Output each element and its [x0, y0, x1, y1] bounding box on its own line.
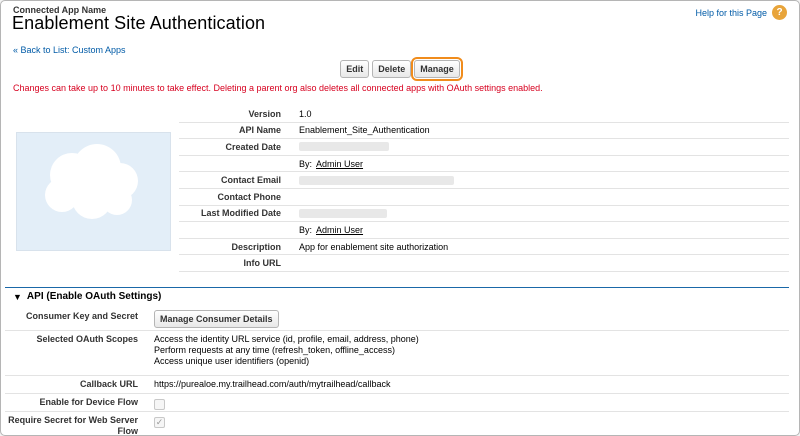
manage-consumer-details-button[interactable]: Manage Consumer Details — [154, 310, 279, 328]
oauth-scope-item: Perform requests at any time (refresh_token, offline_access) — [154, 345, 395, 355]
callback-url-value: https://purealoe.my.trailhead.com/auth/mytrailhead/callback — [154, 379, 391, 389]
detail-row-api-name — [179, 123, 789, 140]
detail-row-info-url — [179, 255, 789, 272]
oauth-row-callback — [5, 376, 789, 394]
by-label: By: — [299, 158, 313, 169]
warning-message: Changes can take up to 10 minutes to take effect. Deleting a parent org also deletes all connected apps with OAuth settings enabled. — [13, 83, 543, 93]
help-link-group[interactable] — [695, 5, 787, 20]
oauth-row-scopes — [5, 331, 789, 376]
detail-row-modified-by — [179, 222, 789, 239]
api-name-value: Enablement_Site_Authentication — [299, 125, 430, 136]
oauth-scopes-list — [150, 331, 789, 370]
oauth-section-header[interactable] — [13, 291, 161, 302]
back-to-list-link[interactable]: « Back to List: Custom Apps — [13, 45, 126, 55]
require-secret-checkbox: ✓ — [155, 417, 164, 427]
detail-row-description — [179, 239, 789, 256]
help-link[interactable]: Help for this Page — [695, 7, 767, 18]
cloud-icon — [17, 133, 171, 251]
detail-table — [179, 106, 789, 272]
detail-row-contact-phone — [179, 189, 789, 206]
detail-row-version — [179, 106, 789, 123]
require-secret-label: Require Secret for Web Server Flow — [8, 415, 138, 436]
detail-row-contact-email — [179, 172, 789, 189]
device-flow-label: Enable for Device Flow — [39, 397, 138, 407]
oauth-section-title: API (Enable OAuth Settings) — [26, 291, 162, 302]
page-pre-title: Connected App Name — [13, 5, 107, 15]
api-name-label: API Name — [238, 125, 281, 136]
consumer-key-label: Consumer Key and Secret — [25, 311, 138, 321]
oauth-scopes-label: Selected OAuth Scopes — [36, 334, 138, 344]
redacted-value — [299, 142, 389, 151]
oauth-row-require-secret — [5, 412, 789, 436]
redacted-value — [299, 209, 387, 218]
app-logo-placeholder — [16, 132, 171, 251]
oauth-row-consumer — [5, 308, 789, 331]
contact-email-label: Contact Email — [220, 175, 281, 186]
info-url-label: Info URL — [243, 258, 281, 269]
version-label: Version — [248, 108, 281, 119]
redacted-value — [299, 176, 454, 185]
detail-row-created-date — [179, 139, 789, 156]
manage-button[interactable]: Manage — [414, 60, 460, 78]
toolbar — [1, 60, 799, 78]
last-modified-label: Last Modified Date — [200, 208, 281, 219]
oauth-scope-item: Access unique user identifiers (openid) — [154, 356, 310, 366]
oauth-scope-item: Access the identity URL service (id, profile, email, address, phone) — [154, 334, 419, 344]
oauth-table — [5, 308, 789, 436]
section-divider — [5, 287, 789, 288]
created-date-label: Created Date — [225, 141, 281, 152]
detail-row-last-modified — [179, 206, 789, 223]
device-flow-checkbox — [154, 399, 165, 410]
question-icon[interactable]: ? — [772, 5, 787, 20]
delete-button[interactable]: Delete — [372, 60, 411, 78]
callback-url-label: Callback URL — [79, 379, 138, 389]
modified-by-link[interactable]: Admin User — [316, 224, 364, 235]
by-label: By: — [299, 224, 313, 235]
version-value: 1.0 — [299, 108, 312, 119]
description-value: App for enablement site authorization — [299, 241, 449, 252]
oauth-row-device-flow — [5, 394, 789, 412]
edit-button[interactable]: Edit — [340, 60, 369, 78]
contact-phone-label: Contact Phone — [217, 191, 281, 202]
created-by-link[interactable]: Admin User — [316, 158, 364, 169]
description-label: Description — [231, 241, 281, 252]
collapse-triangle-icon[interactable]: ▼ — [13, 291, 22, 302]
detail-row-created-by — [179, 156, 789, 173]
page-title: Enablement Site Authentication — [12, 13, 266, 33]
